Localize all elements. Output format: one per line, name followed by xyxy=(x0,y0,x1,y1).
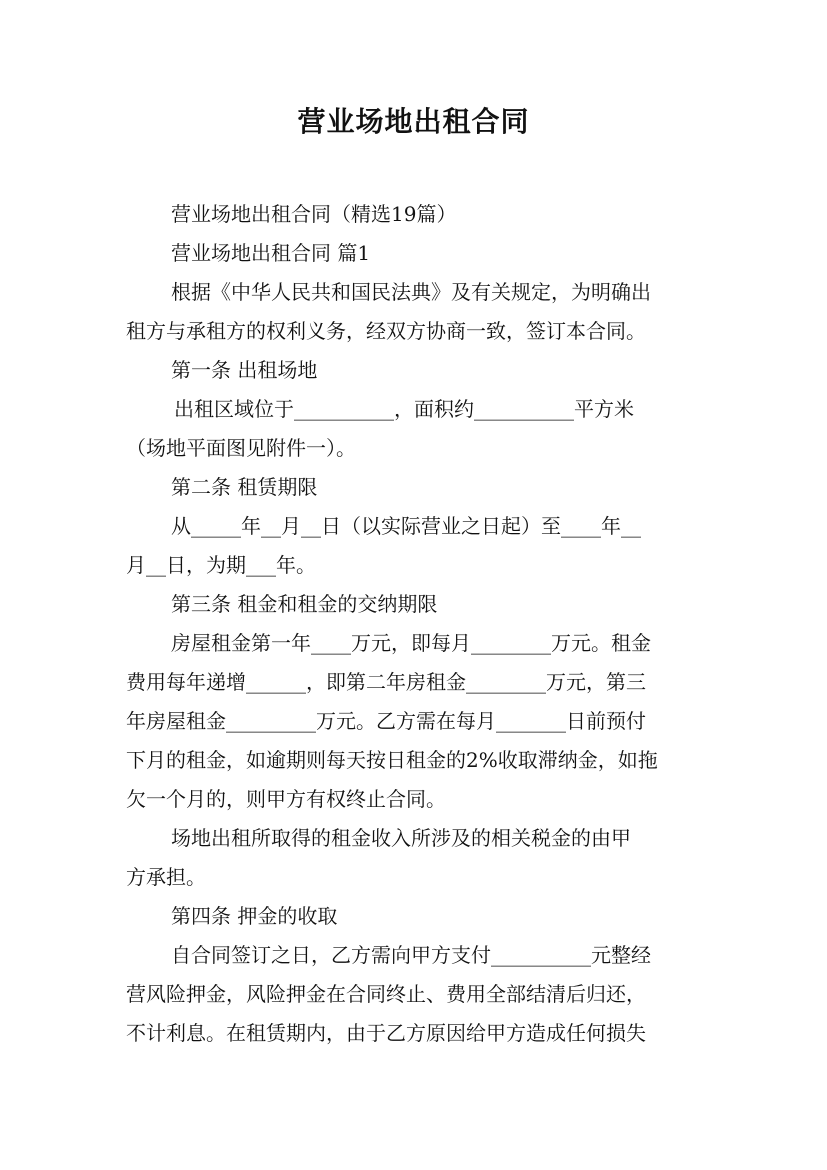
paragraph-line: 年房屋租金_________万元。乙方需在每月_______日前预付 xyxy=(126,709,646,733)
paragraph-line: 欠一个月的，则甲方有权终止合同。 xyxy=(126,787,446,811)
paragraph-line: 场地出租所取得的租金收入所涉及的相关税金的由甲 xyxy=(171,826,631,850)
paragraph-line: 根据《中华人民共和国民法典》及有关规定，为明确出 xyxy=(171,280,651,304)
paragraph-line: 方承担。 xyxy=(126,865,206,889)
document-title: 营业场地出租合同 xyxy=(297,105,530,138)
section-heading: 营业场地出租合同 篇1 xyxy=(171,241,371,265)
paragraph-line: 下月的租金，如逾期则每天按日租金的2%收取滞纳金，如拖 xyxy=(126,748,658,772)
paragraph-line: 营风险押金，风险押金在合同终止、费用全部结清后归还， xyxy=(126,982,646,1006)
paragraph-line: 不计利息。在租赁期内，由于乙方原因给甲方造成任何损失 xyxy=(126,1021,646,1045)
article-heading: 第三条 租金和租金的交纳期限 xyxy=(171,592,438,616)
paragraph-line: 租方与承租方的权利义务，经双方协商一致，签订本合同。 xyxy=(126,319,646,343)
paragraph-line: 费用每年递增______，即第二年房租金________万元，第三 xyxy=(126,670,646,694)
paragraph-line: 出租区域位于__________，面积约__________平方米 xyxy=(174,397,634,421)
paragraph-line: 自合同签订之日，乙方需向甲方支付__________元整经 xyxy=(171,943,651,967)
subtitle-line: 营业场地出租合同（精选19篇） xyxy=(171,202,457,226)
article-heading: 第四条 押金的收取 xyxy=(171,904,338,928)
article-heading: 第二条 租赁期限 xyxy=(171,475,318,499)
paragraph-line: 从_____年__月__日（以实际营业之日起）至____年__ xyxy=(171,514,641,538)
paragraph-line: 房屋租金第一年____万元，即每月________万元。租金 xyxy=(171,631,651,655)
paragraph-line: 月__日，为期___年。 xyxy=(126,553,316,577)
article-heading: 第一条 出租场地 xyxy=(171,358,318,382)
document-body xyxy=(126,195,706,1053)
paragraph-line: （场地平面图见附件一）。 xyxy=(126,436,356,460)
